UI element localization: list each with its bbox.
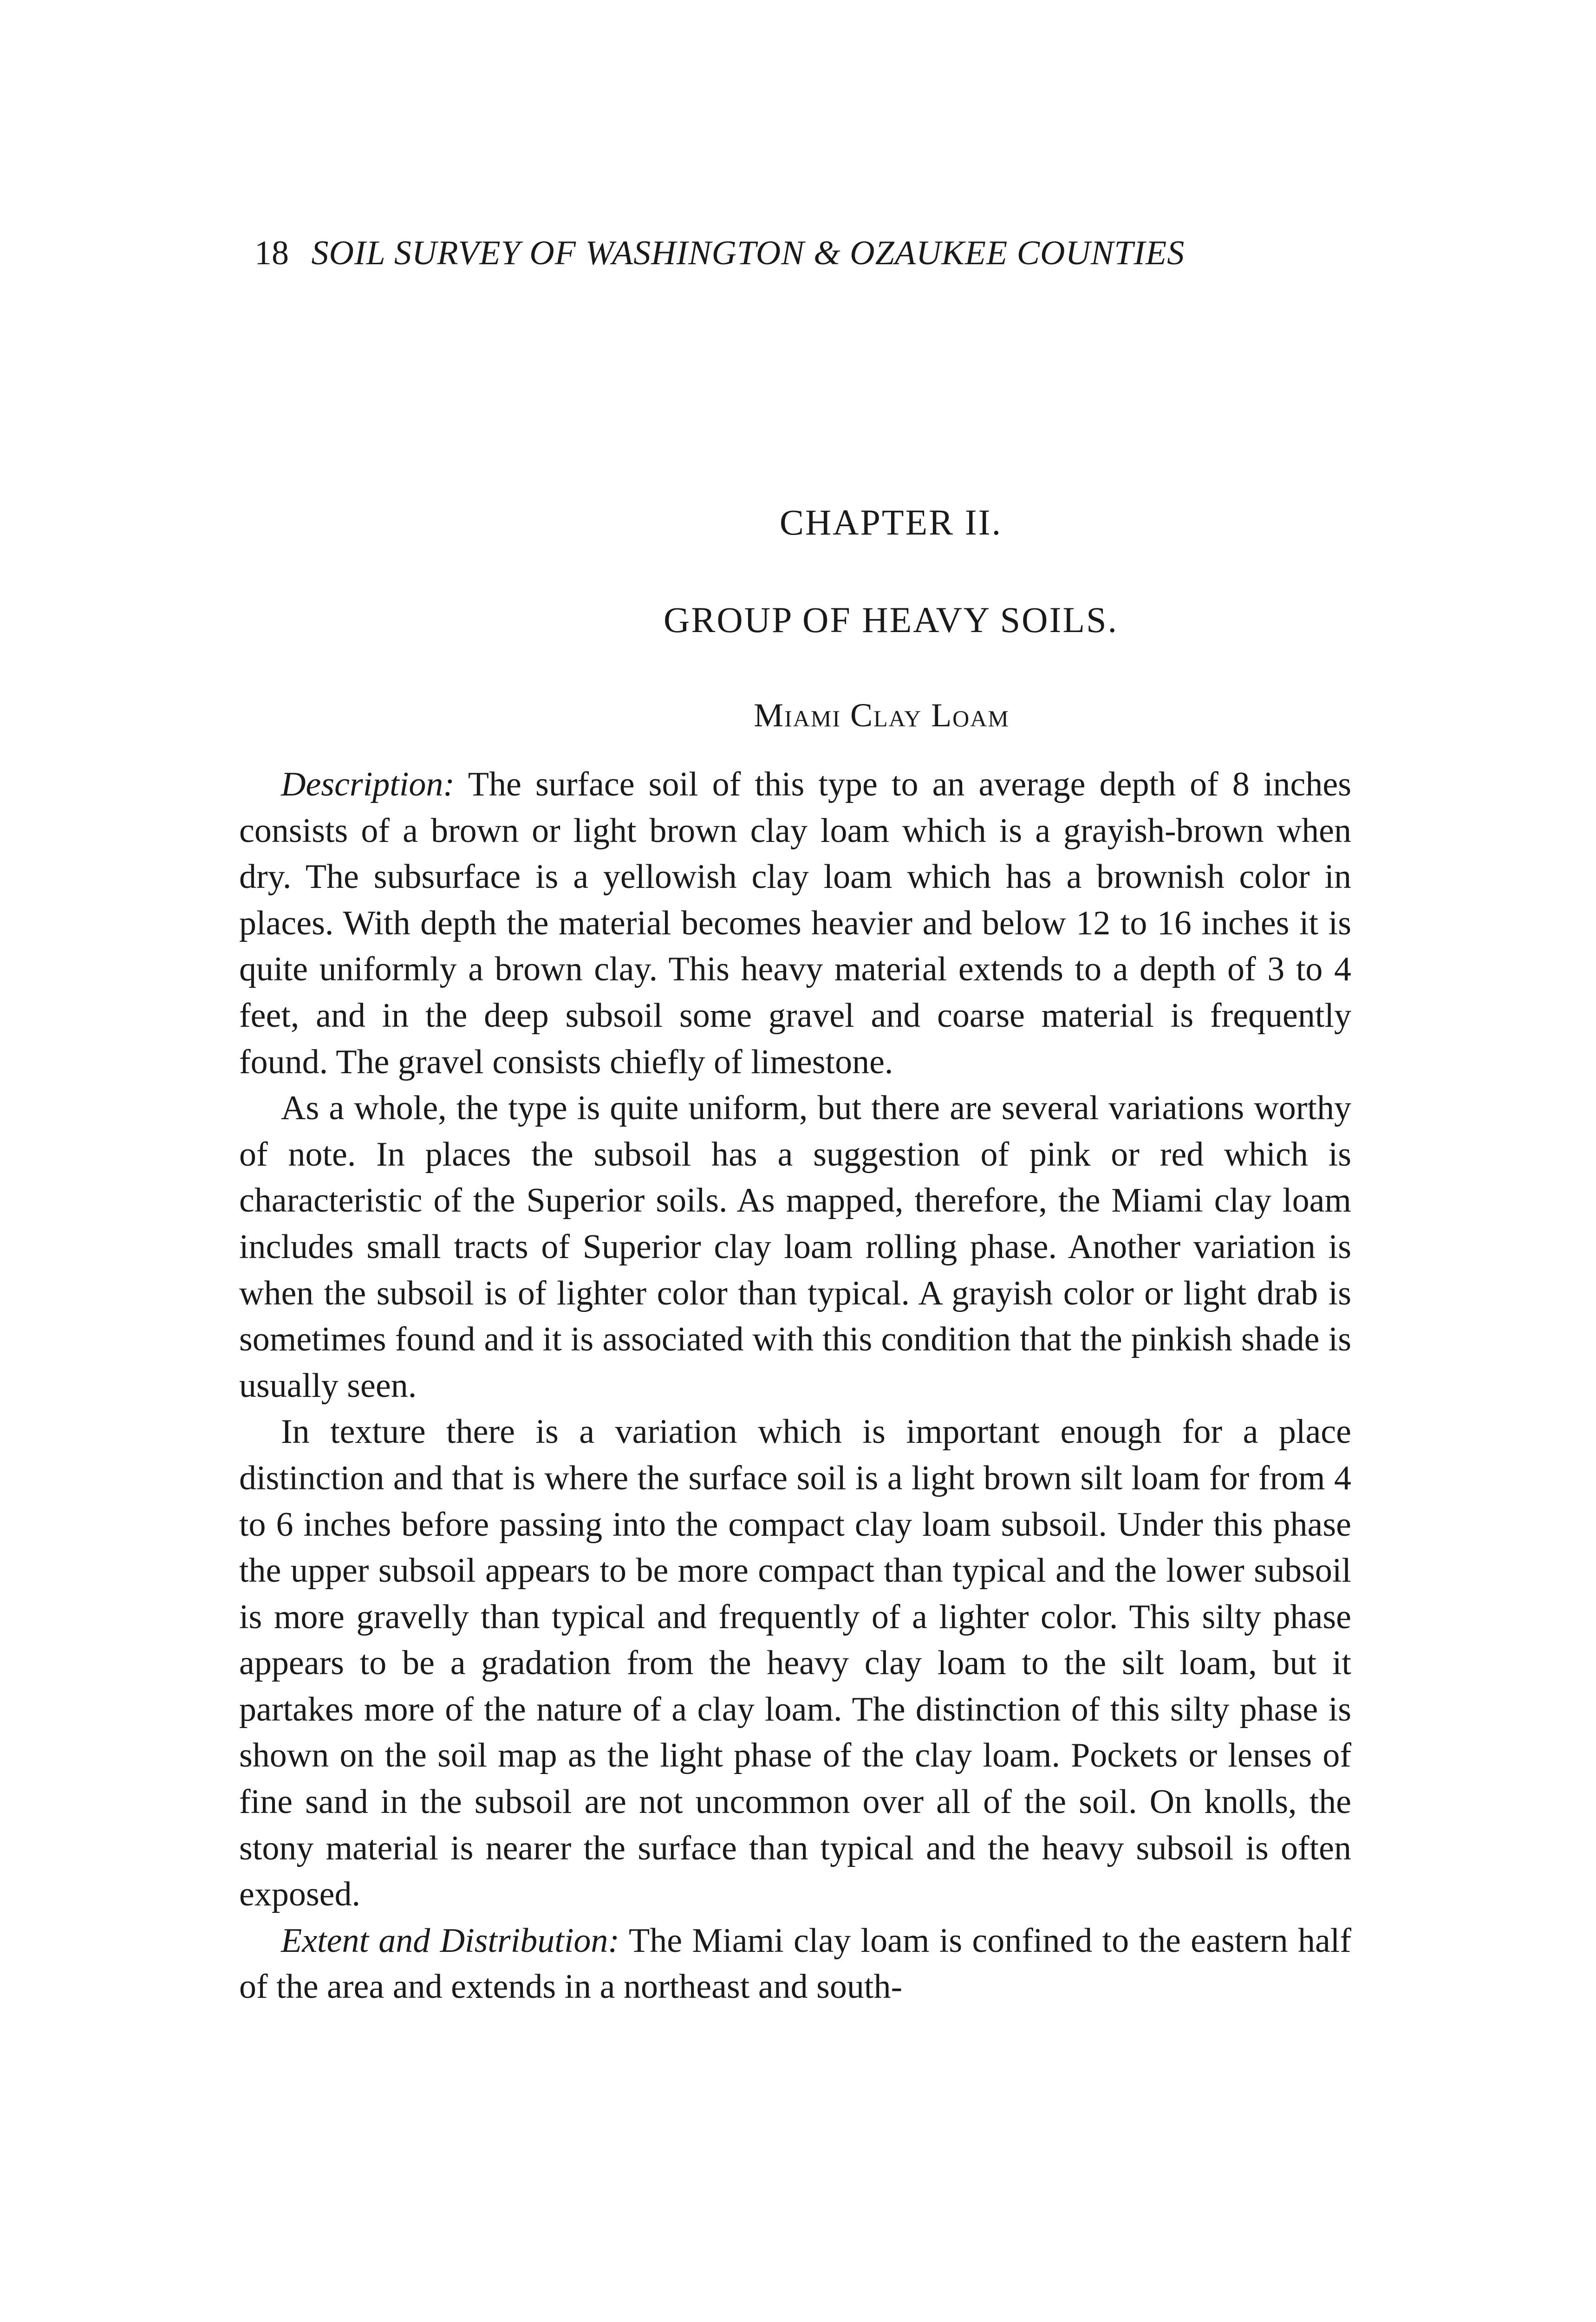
body-text (239, 762, 1351, 2010)
page-number: 18 (254, 234, 289, 272)
paragraph-extent-distribution (239, 1918, 1351, 2010)
paragraph-texture (239, 1409, 1351, 1918)
paragraph-text: As a whole, the type is quite uniform, but there are several variations worthy of note. In places the subsoil has a suggestion of pink or red which is characteristic of the Superior soils. As mapped, therefore, the Miami clay loam includes small tracts of Superior clay loam rolling phase. Another variation is when the subsoil is of lighter color than typical. A grayish color or light drab is sometimes found and it is associated with this condition that the pinkish shade is usually seen. (239, 1089, 1351, 1405)
running-header (254, 232, 1360, 274)
group-title: GROUP OF HEAVY SOILS. (664, 600, 1118, 640)
running-header-title: SOIL SURVEY OF WASHINGTON & OZAUKEE COUNTIES (311, 234, 1185, 272)
section-title: Miami Clay Loam (754, 697, 1010, 734)
paragraph-text: In texture there is a variation which is important enough for a place distinction and that is where the surface soil is a light brown silt loam for from 4 to 6 inches before passing into the compact clay loam subsoil. Under this phase the upper subsoil appears to be more compact than typical and the lower subsoil is more gravelly than typical and frequently of a lighter color. This silty phase appears to be a gradation from the heavy clay loam to the silt loam, but it partakes more of the nature of a clay loam. The distinction of this silty phase is shown on the soil map as the light phase of the clay loam. Pockets or lenses of fine sand in the subsoil are not uncommon over all of the soil. On knolls, the stony material is nearer the surface than typical and the heavy subsoil is often exposed. (239, 1413, 1351, 1914)
paragraph-text: The surface soil of this type to an average depth of 8 inches consists of a brown or light brown clay loam which is a grayish-brown when dry. The subsurface is a yellowish clay loam which has a brownish color in places. With depth the material becomes heavier and below 12 to 16 inches it is quite uniformly a brown clay. This heavy material extends to a depth of 3 to 4 feet, and in the deep subsoil some gravel and coarse material is frequently found. The gravel consists chiefly of limestone. (239, 765, 1351, 1081)
paragraph-text: The Miami clay loam is confined to the eastern half of the area and extends in a northeast and south- (239, 1921, 1351, 2006)
run-in-heading: Description: (281, 765, 455, 803)
paragraph-description (239, 762, 1351, 1085)
chapter-title: CHAPTER II. (779, 502, 1003, 542)
run-in-heading: Extent and Distribution: (281, 1921, 620, 1960)
paragraph-variations (239, 1085, 1351, 1409)
